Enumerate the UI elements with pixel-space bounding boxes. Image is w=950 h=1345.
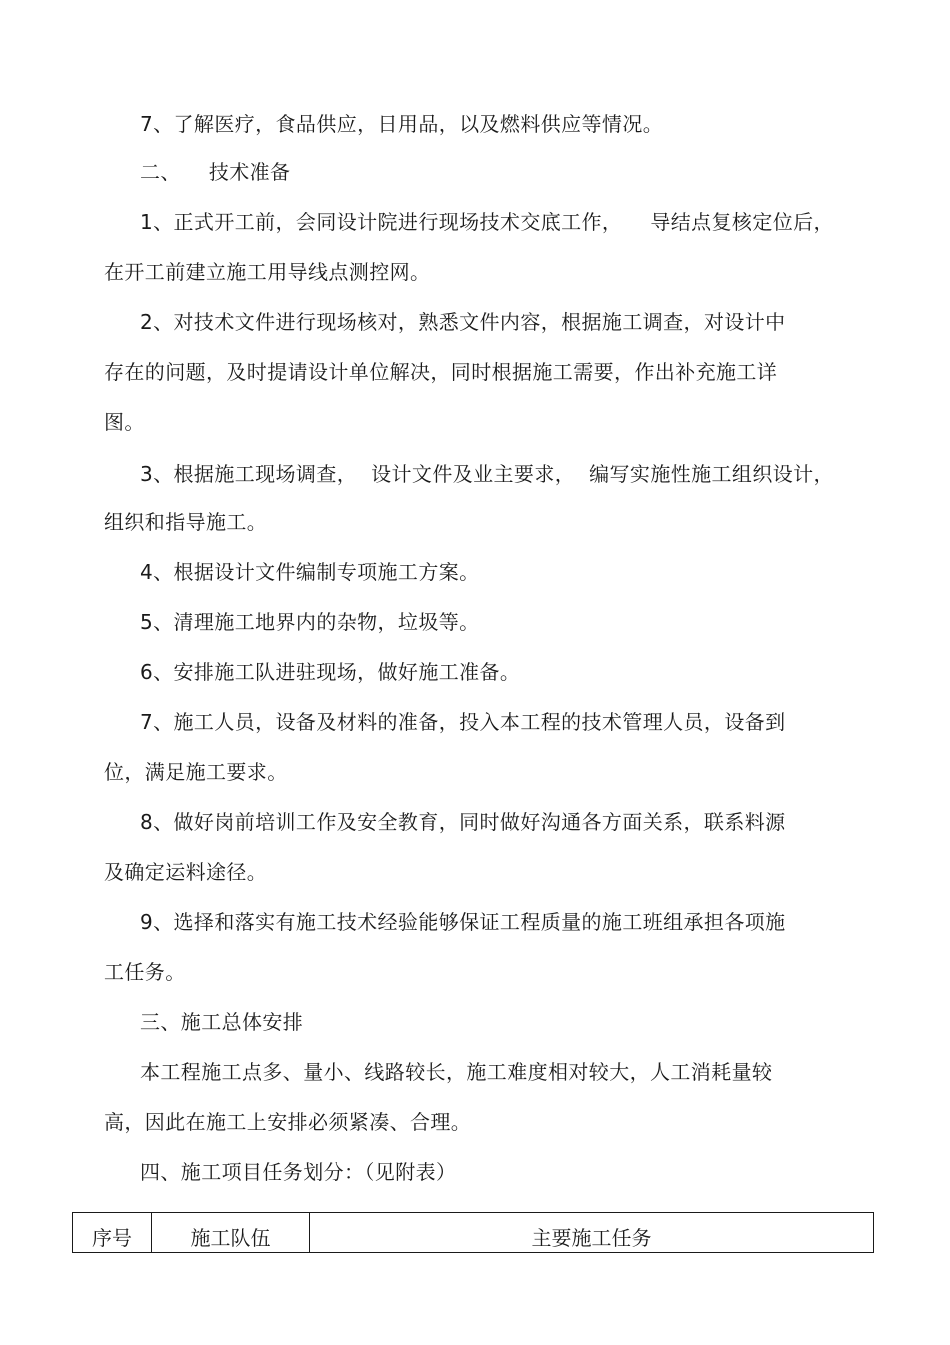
tech-item-1-part-a: 1、正式开工前，会同设计院进行现场技术交底工作， <box>140 210 623 234</box>
tech-item-3-part-c: 编写实施性施工组织设计， <box>589 462 834 486</box>
tech-item-5: 5、清理施工地界内的杂物，垃圾等。 <box>140 610 480 634</box>
table-header-row <box>73 1213 874 1253</box>
tech-item-7-line-2: 位，满足施工要求。 <box>104 760 288 784</box>
column-header-team: 施工队伍 <box>152 1213 310 1253</box>
section-2-title: 技术准备 <box>208 160 291 184</box>
tech-item-1-line-1 <box>140 208 834 236</box>
section-3-body-line-2: 高，因此在施工上安排必须紧凑、合理。 <box>104 1110 472 1134</box>
tech-item-4: 4、根据设计文件编制专项施工方案。 <box>140 560 480 584</box>
column-header-main-tasks: 主要施工任务 <box>310 1213 874 1253</box>
section-2-heading <box>140 158 290 186</box>
section-3-heading: 三、施工总体安排 <box>140 1010 304 1034</box>
tech-item-1-line-2: 在开工前建立施工用导线点测控网。 <box>104 260 431 284</box>
tech-item-8-line-1: 8、做好岗前培训工作及安全教育，同时做好沟通各方面关系，联系料源 <box>140 810 786 834</box>
tech-item-3-line-2: 组织和指导施工。 <box>104 510 268 534</box>
tech-item-2-line-2: 存在的问题，及时提请设计单位解决，同时根据施工需要，作出补充施工详 <box>104 360 778 384</box>
tech-item-3-part-a: 3、根据施工现场调查， <box>140 462 358 486</box>
column-header-number: 序号 <box>73 1213 152 1253</box>
tech-item-9-line-1: 9、选择和落实有施工技术经验能够保证工程质量的施工班组承担各项施 <box>140 910 786 934</box>
section-2-number: 二、 <box>140 160 181 184</box>
tech-item-1-part-b: 导结点复核定位后， <box>650 210 834 234</box>
tech-item-3-part-b: 设计文件及业主要求， <box>371 462 576 486</box>
tech-item-9-line-2: 工任务。 <box>104 960 186 984</box>
tech-item-2-line-1: 2、对技术文件进行现场核对，熟悉文件内容，根据施工调查，对设计中 <box>140 310 786 334</box>
item-7-living-supplies: 7、了解医疗，食品供应，日用品，以及燃料供应等情况。 <box>140 112 664 136</box>
tech-item-6: 6、安排施工队进驻现场，做好施工准备。 <box>140 660 521 684</box>
section-3-body-line-1: 本工程施工点多、量小、线路较长，施工难度相对较大，人工消耗量较 <box>140 1060 773 1084</box>
tech-item-3-line-1 <box>140 460 834 488</box>
tech-item-8-line-2: 及确定运料途径。 <box>104 860 268 884</box>
section-4-heading: 四、施工项目任务划分：（见附表） <box>140 1160 457 1184</box>
task-division-table <box>72 1212 874 1253</box>
tech-item-2-line-3: 图。 <box>104 410 145 434</box>
tech-item-7-line-1: 7、施工人员，设备及材料的准备，投入本工程的技术管理人员，设备到 <box>140 710 786 734</box>
